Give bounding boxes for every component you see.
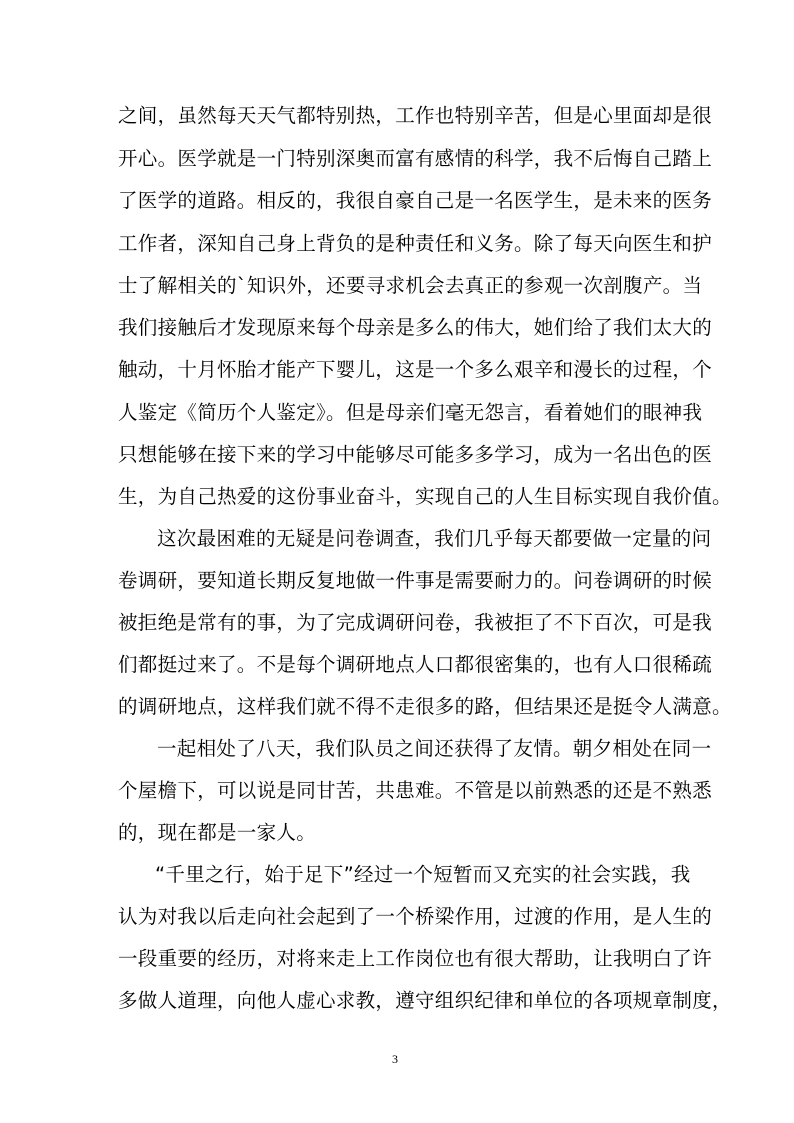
text-line: 了医学的道路。相反的，我很自豪自己是一名医学生，是未来的医务 (118, 189, 713, 212)
text-line: 的，现在都是一家人。 (118, 821, 317, 844)
text-line: 开心。医学就是一门特别深奥而富有感情的科学，我不后悔自己踏上 (118, 147, 713, 170)
text-line: 生，为自己热爱的这份事业奋斗，实现自己的人生目标实现自我价值。 (118, 485, 732, 508)
text-line: 士了解相关的`知识外，还要寻求机会去真正的参观一次剖腹产。当 (118, 274, 703, 297)
text-line: 卷调研，要知道长期反复地做一件事是需要耐力的。问卷调研的时候 (118, 569, 713, 592)
text-line: 个屋檐下，可以说是同甘苦，共患难。不管是以前熟悉的还是不熟悉 (118, 779, 713, 802)
text-line: 被拒绝是常有的事，为了完成调研问卷，我被拒了不下百次，可是我 (118, 611, 713, 634)
text-line: 一段重要的经历，对将来走上工作岗位也有很大帮助，让我明白了许 (118, 947, 713, 970)
paragraph-start-line: 这次最困难的无疑是问卷调查，我们几乎每天都要做一定量的问 (157, 527, 712, 550)
text-line: 多做人道理，向他人虚心求教，遵守组织纪律和单位的各项规章制度， (118, 989, 732, 1012)
paragraph-start-line: 一起相处了八天，我们队员之间还获得了友情。朝夕相处在同一 (157, 737, 712, 760)
text-line: 只想能够在接下来的学习中能够尽可能多多学习，成为一名出色的医 (118, 443, 713, 466)
text-line: 之间，虽然每天天气都特别热，工作也特别辛苦，但是心里面却是很 (118, 104, 713, 127)
text-line: 触动，十月怀胎才能产下婴儿，这是一个多么艰辛和漫长的过程，个 (118, 358, 713, 381)
text-line: 工作者，深知自己身上背负的是种责任和义务。除了每天向医生和护 (118, 232, 713, 255)
text-line: 人鉴定《简历个人鉴定》。但是母亲们毫无怨言，看着她们的眼神我 (118, 401, 703, 424)
text-line: 认为对我以后走向社会起到了一个桥梁作用，过渡的作用，是人生的 (118, 905, 713, 928)
text-line: 的调研地点，这样我们就不得不走很多的路，但结果还是挺令人满意。 (118, 695, 732, 718)
page-number: 3 (392, 1052, 398, 1066)
paragraph-start-line: “千里之行，始于足下”经过一个短暂而又充实的社会实践，我 (155, 863, 691, 886)
text-line: 我们接触后才发现原来每个母亲是多么的伟大，她们给了我们太大的 (118, 316, 713, 339)
text-line: 们都挺过来了。不是每个调研地点人口都很密集的，也有人口很稀疏 (118, 653, 713, 676)
